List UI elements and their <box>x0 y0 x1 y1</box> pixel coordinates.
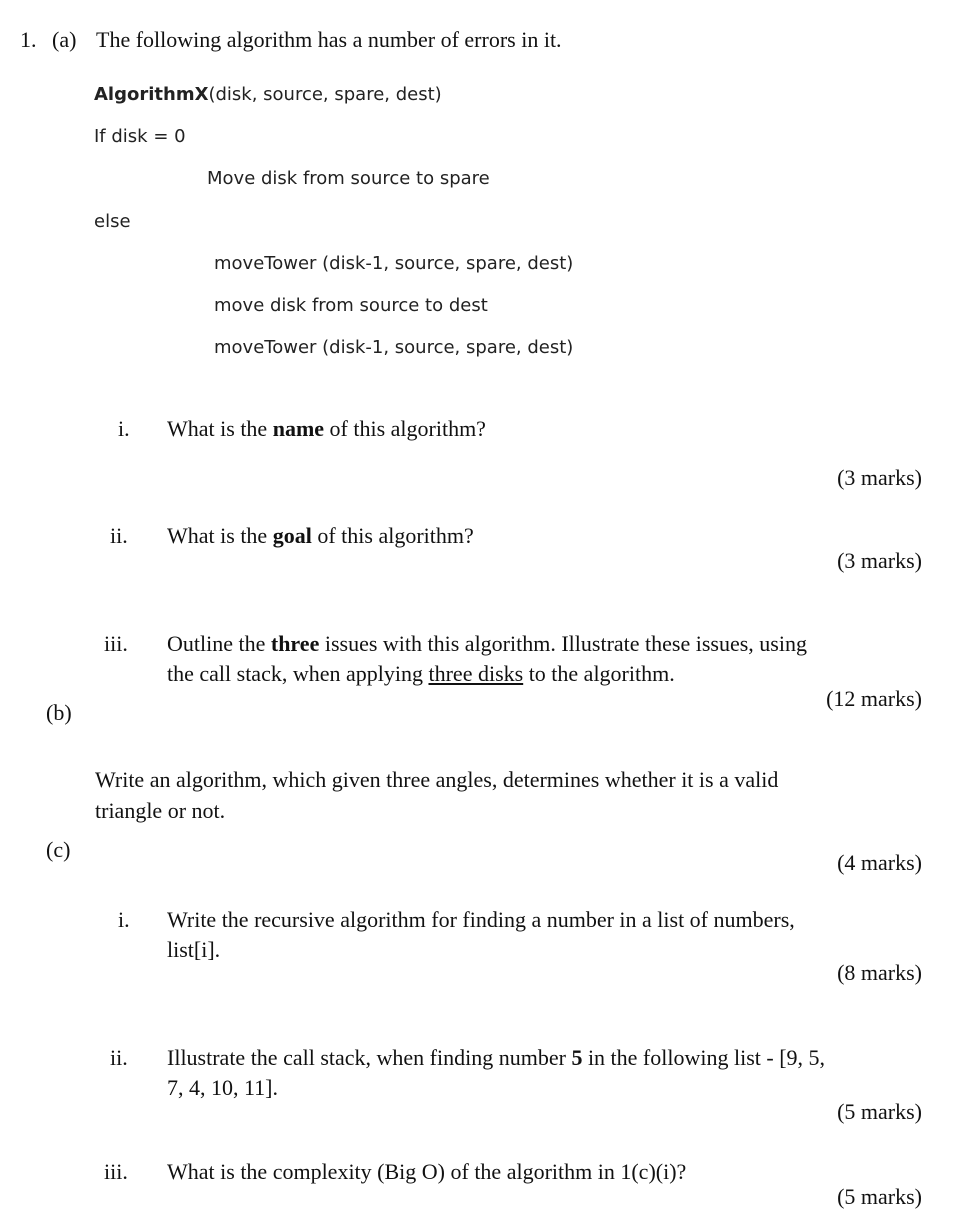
subq-c-i-line1: Write the recursive algorithm for finding a number in a list of numbers, <box>167 907 795 932</box>
subq-a-i-pre: What is the <box>167 416 273 441</box>
subq-a-iii-line1-post: issues with this algorithm. Illustrate these issues, using <box>319 631 807 656</box>
subq-a-iii-line2 <box>167 661 675 687</box>
subq-a-i-marks: (3 marks) <box>837 465 922 490</box>
subq-a-iii-marks: (12 marks) <box>826 686 922 711</box>
subq-c-i-line2: list[i]. <box>167 937 221 962</box>
subq-a-iii-line2-pre: the call stack, when applying <box>167 661 429 686</box>
algorithm-line-move-spare: Move disk from source to spare <box>207 168 490 189</box>
subq-a-ii-pre: What is the <box>167 523 273 548</box>
part-a-label: (a) <box>52 27 77 52</box>
subq-c-i-marks: (8 marks) <box>837 960 922 985</box>
subq-c-ii-marks: (5 marks) <box>837 1099 922 1124</box>
subq-a-iii-line1-pre: Outline the <box>167 631 271 656</box>
subq-c-ii-line1-pre: Illustrate the call stack, when finding number <box>167 1045 572 1070</box>
part-a-intro: The following algorithm has a number of errors in it. <box>96 27 562 52</box>
subq-a-i-bold: name <box>272 416 325 441</box>
subq-a-ii-text <box>167 523 474 549</box>
subq-a-i-number: i. <box>118 416 130 441</box>
algorithm-name: AlgorithmX <box>94 84 209 105</box>
subq-c-i-number: i. <box>118 907 130 932</box>
subq-c-iii-text: What is the complexity (Big O) of the algorithm in 1(c)(i)? <box>167 1159 687 1184</box>
algorithm-line-call1: moveTower (disk-1, source, spare, dest) <box>214 253 574 274</box>
algorithm-line-if: If disk = 0 <box>94 126 186 147</box>
subq-a-ii-bold: goal <box>272 523 312 548</box>
subq-c-ii-line1-post: in the following list - [9, 5, <box>582 1045 826 1070</box>
subq-a-iii-line2-post: to the algorithm. <box>523 661 675 686</box>
part-b-line1: Write an algorithm, which given three angles, determines whether it is a valid <box>95 767 779 792</box>
subq-c-ii-line1 <box>167 1045 825 1071</box>
subq-a-iii-line1-bold: three <box>270 631 320 656</box>
subq-c-iii-marks: (5 marks) <box>837 1184 922 1209</box>
subq-a-i-post: of this algorithm? <box>324 416 486 441</box>
subq-a-iii-line1 <box>167 631 807 657</box>
part-c-label: (c) <box>46 837 71 862</box>
algorithm-line-call2: moveTower (disk-1, source, spare, dest) <box>214 337 574 358</box>
subq-a-iii-number: iii. <box>104 631 128 656</box>
algorithm-line-else: else <box>94 211 131 232</box>
part-b-marks: (4 marks) <box>837 850 922 875</box>
algorithm-line-move-dest: move disk from source to dest <box>214 295 488 316</box>
subq-c-iii-number: iii. <box>104 1159 128 1184</box>
subq-c-ii-number: ii. <box>110 1045 128 1070</box>
subq-a-iii-line2-underline: three disks <box>428 661 524 686</box>
algorithm-header <box>94 84 442 105</box>
subq-c-ii-line2: 7, 4, 10, 11]. <box>167 1075 279 1100</box>
question-number: 1. <box>20 27 37 52</box>
subq-a-ii-post: of this algorithm? <box>311 523 474 548</box>
part-b-label: (b) <box>46 700 72 725</box>
part-b-line2: triangle or not. <box>95 798 226 823</box>
subq-a-ii-marks: (3 marks) <box>837 548 922 573</box>
subq-a-i-text <box>167 416 486 442</box>
subq-c-ii-line1-bold: 5 <box>571 1045 583 1070</box>
subq-a-ii-number: ii. <box>110 523 128 548</box>
algorithm-params: (disk, source, spare, dest) <box>208 84 442 105</box>
